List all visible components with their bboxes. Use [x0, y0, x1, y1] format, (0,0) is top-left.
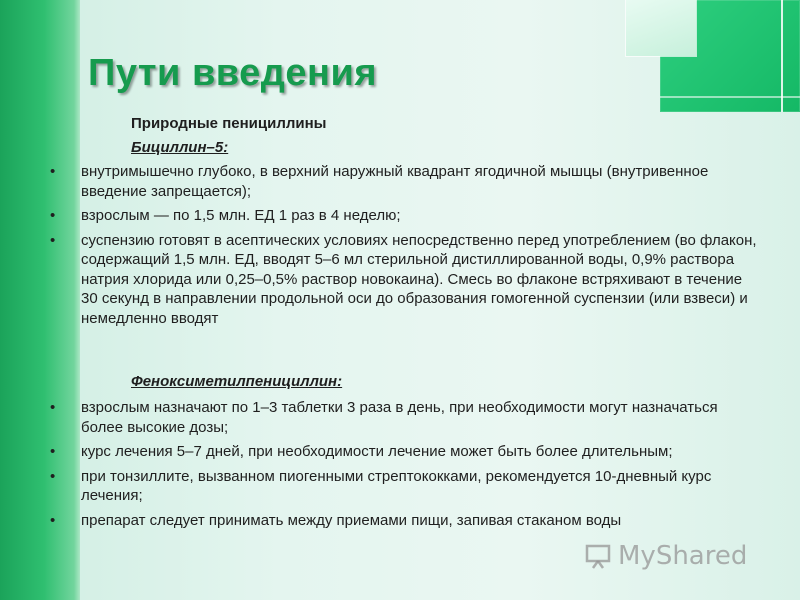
list-item-text: препарат следует принимать между приемами пищи, запивая стаканом воды: [81, 511, 622, 529]
bicillin-list: [0, 162, 761, 333]
list-item: [0, 398, 761, 437]
list-item-text: взрослым назначают по 1–3 таблетки 3 раза в день, при необходимости могут назначаться более высокие дозы;: [81, 399, 718, 436]
bullet-icon: •: [50, 467, 56, 485]
bicillin-heading: Бициллин–5:: [131, 139, 229, 156]
myshared-watermark: [584, 539, 747, 573]
bullet-icon: •: [50, 207, 56, 224]
list-item: [0, 206, 761, 226]
bullet-icon: •: [50, 231, 56, 249]
phenoxymethylpenicillin-heading: Феноксиметилпенициллин:: [131, 373, 343, 390]
list-item-text: курс лечения 5–7 дней, при необходимости лечение может быть более длительным;: [81, 443, 673, 460]
watermark-text: MyShared: [618, 541, 748, 571]
corner-decoration-light-square: [626, 0, 696, 56]
list-item: [0, 511, 761, 531]
bullet-icon: •: [50, 399, 56, 416]
phenoxymethylpenicillin-list: [0, 398, 761, 535]
list-item: [0, 162, 761, 201]
bullet-icon: •: [50, 443, 56, 460]
bullet-icon: •: [50, 163, 56, 180]
list-item: [0, 442, 761, 462]
natural-penicillins-heading: Природные пенициллины: [131, 115, 327, 132]
list-item: [0, 467, 761, 506]
list-item-text: взрослым — по 1,5 млн. ЕД 1 раз в 4 неделю;: [81, 207, 401, 224]
list-item-text: при тонзиллите, вызванном пиогенными стрептококками, рекомендуется 10-дневный курс лечения;: [81, 467, 712, 504]
bullet-icon: •: [50, 511, 56, 529]
list-item-text: внутримышечно глубоко, в верхний наружный квадрант ягодичной мышцы (внутривенное введение запрещается);: [81, 163, 709, 200]
corner-decoration-line-horizontal: [660, 96, 800, 98]
list-item: [0, 231, 761, 329]
presentation-board-icon: [584, 542, 612, 570]
slide-title: Пути введения: [88, 52, 378, 94]
list-item-text: суспензию готовят в асептических условиях непосредственно перед употреблением (во флакон, содержащий 1,5 млн. ЕД, вводят 5–6 мл стерильной дистиллированной воды, 0,9% раствора натрия хлорида или 0,25–0,5% раствор новокаина). Смесь во флаконе встряхивают в течение 30 секунд в направлении продольной оси до образования гомогенной суспензии (или взвеси) и немедленно вводят: [81, 231, 757, 327]
